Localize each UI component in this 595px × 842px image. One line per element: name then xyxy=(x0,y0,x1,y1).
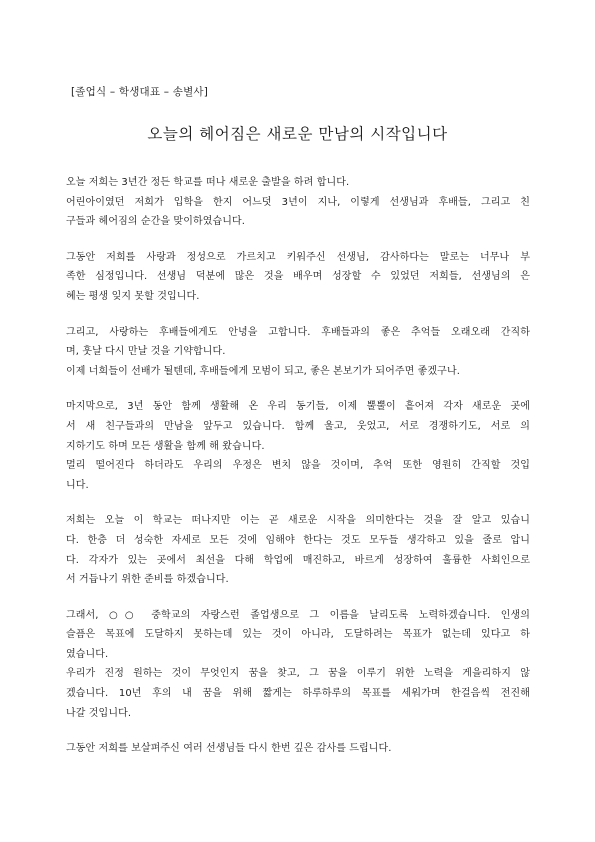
text-line: 구들과 헤어짐의 순간을 맞이하였습니다. xyxy=(66,216,246,228)
page-title: 오늘의 헤어짐은 새로운 만남의 시작입니다 xyxy=(147,125,448,143)
text-line: 오늘 저희는 3년간 정든 학교를 떠나 새로운 출발을 하려 합니다. xyxy=(66,177,350,188)
paragraph xyxy=(66,173,530,232)
text-line: 겠습니다. 10년 후의 내 꿈을 위해 짧게는 하루하루의 목표를 세워가며 한걸음씩 전진해 xyxy=(66,688,530,700)
paragraph xyxy=(66,323,530,382)
header-label: [졸업식 – 학생대표 – 송별사] xyxy=(71,86,209,98)
text-line: 슬픔은 목표에 도달하지 못하는데 있는 것이 아니라, 도달하려는 목표가 없는데 있다고 하 xyxy=(66,629,530,641)
text-line: 지하기도 하며 모든 생활을 함께 해 왔습니다. xyxy=(66,440,265,452)
text-line: 마지막으로, 3년 동안 함께 생활해 온 우리 동기들, 이제 뿔뿔이 흩어져 각자 새로운 곳에 xyxy=(66,401,530,413)
text-line: 니다. xyxy=(66,479,89,491)
text-line: 우리가 진정 원하는 것이 무엇인지 꿈을 찾고, 그 꿈을 이루기 위한 노력을 게을리하지 않 xyxy=(66,668,530,680)
text-line: 저희는 오늘 이 학교는 떠나지만 이는 곧 새로운 시작을 의미한다는 것을 잘 알고 있습니 xyxy=(66,515,530,527)
text-line: 나갈 것입니다. xyxy=(66,707,132,719)
text-line: 다. 한층 더 성숙한 자세로 모든 것에 임해야 한다는 것도 모두들 생각하고 있을 줄로 압니 xyxy=(66,534,530,546)
text-line: 그동안 저희를 사랑과 정성으로 가르치고 키워주신 선생님, 감사하다는 말로는 너무나 부 xyxy=(66,251,530,263)
paragraph xyxy=(66,397,530,495)
text-line: 다. 각자가 있는 곳에서 최선을 다해 학업에 매진하고, 바르게 성장하여 훌륭한 사회인으로 xyxy=(66,554,530,566)
text-line: 이제 너희들이 선배가 될텐데, 후배들에게 모범이 되고, 좋은 본보기가 되어주면 좋겠구나. xyxy=(66,365,460,377)
text-line: 혜는 평생 잊지 못할 것입니다. xyxy=(66,290,200,302)
text-line: 서 새 친구들과의 만남을 앞두고 있습니다. 함께 울고, 웃었고, 서로 경쟁하기도, 서로 의 xyxy=(66,420,530,432)
paragraph xyxy=(66,248,530,307)
text-line: 그리고, 사랑하는 후배들에게도 안녕을 고합니다. 후배들과의 좋은 추억들 오래오래 간직하 xyxy=(66,326,530,338)
text-line: 서 거듭나기 위한 준비를 하겠습니다. xyxy=(66,574,229,586)
paragraph xyxy=(66,511,530,589)
text-line: 그동안 저희를 보살펴주신 여러 선생님들 다시 한번 깊은 감사를 드립니다. xyxy=(66,743,392,755)
text-line: 그래서, ○○ 중학교의 자랑스런 졸업생으로 그 이름을 날리도록 노력하겠습니다. 인생의 xyxy=(66,609,530,621)
text-line: 족한 심정입니다. 선생님 덕분에 많은 것을 배우며 성장할 수 있었던 저희들, 선생님의 은 xyxy=(66,271,530,283)
speech-body xyxy=(66,173,530,775)
text-line: 멀리 떨어진다 하더라도 우리의 우정은 변치 않을 것이며, 추억 또한 영원히 간직할 것입 xyxy=(66,460,530,472)
text-line: 였습니다. xyxy=(66,648,109,660)
text-line: 며, 훗날 다시 만날 것을 기약합니다. xyxy=(66,346,226,358)
text-line: 어린아이였던 저희가 입학을 한지 어느덧 3년이 지나, 이렇게 선생님과 후배들, 그리고 친 xyxy=(66,196,530,208)
paragraph xyxy=(66,606,530,724)
paragraph xyxy=(66,739,530,759)
